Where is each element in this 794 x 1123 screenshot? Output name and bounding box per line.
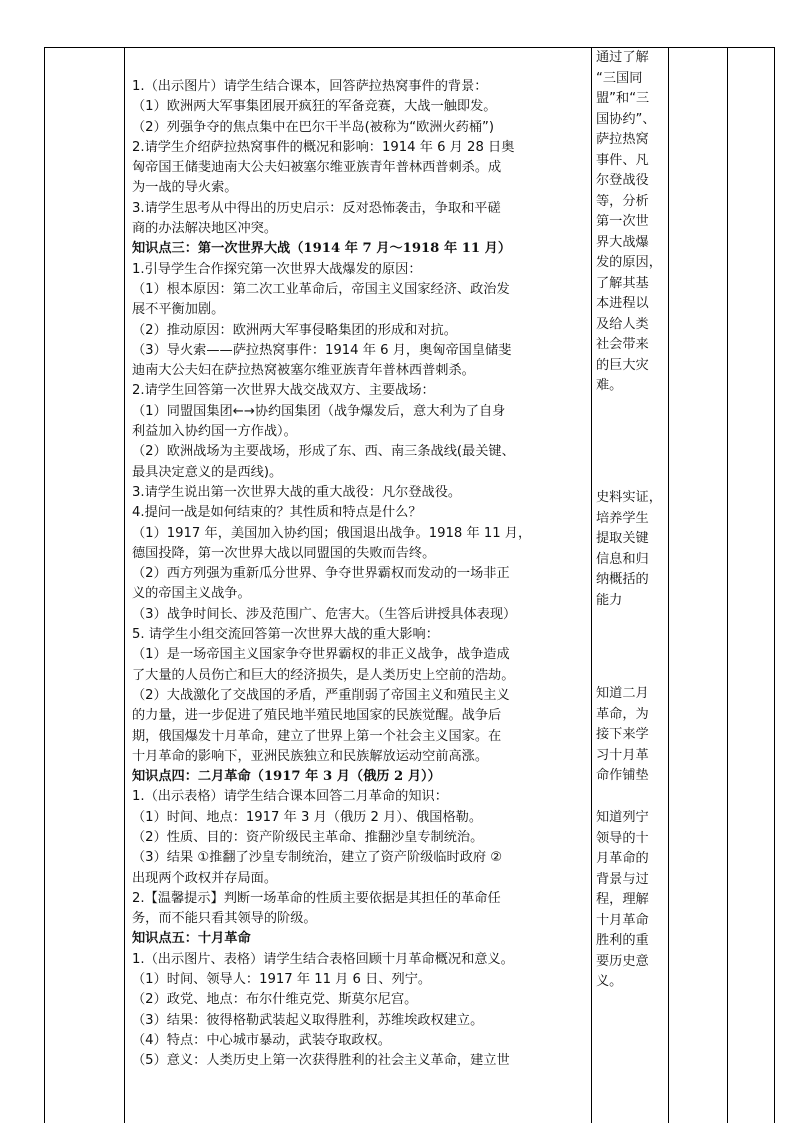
text-line: 1.引导学生合作探究第一次世界大战爆发的原因： [132,261,422,277]
column-divider [727,48,728,1123]
design-intent-line: 命作铺垫 [596,768,649,783]
text-line: 务，而不能只看其领导的阶级。 [132,911,317,927]
section-heading: 知识点三：第一次世界大战（1914 年 7 月～1918 年 11 月） [132,241,512,257]
design-intent-line: 发的原因， [596,255,662,270]
text-line: 匈帝国王储斐迪南大公夫妇被塞尔维亚族青年普林西普刺杀。成 [132,160,502,176]
text-line: 期，俄国爆发十月革命，建立了世界上第一个社会主义国家。在 [132,728,502,744]
design-intent-line: 及给人类 [596,316,649,332]
design-intent-line: 事件、凡 [596,152,649,168]
design-intent-line: 背景与过 [596,871,649,887]
text-line: 了大量的人员伤亡和巨大的经济损失，是人类历史上空前的浩劫。 [132,667,515,683]
text-line: （1）时间、地点：1917 年 3 月（俄历 2 月）、俄国格勒。 [132,809,483,825]
text-line: （2）列强争夺的焦点集中在巴尔干半岛(被称为“欧洲火药桶”) [132,119,495,135]
text-line: 2.请学生回答第一次世界大战交战双方、主要战场： [132,383,435,399]
design-intent-line: 义。 [596,974,623,989]
text-line: （3）战争时间长、涉及范围广、危害大。（生答后讲授具体表现） [132,606,517,622]
text-line: （2）推动原因：欧洲两大军事侵略集团的形成和对抗。 [132,322,457,338]
design-intent-line: 萨拉热窝 [596,132,649,147]
text-line: 德国投降，第一次世界大战以同盟国的失败而告终。 [132,545,436,561]
text-line: （2）政党、地点：布尔什维克党、斯莫尔尼宫。 [132,992,418,1008]
text-line: （1）根本原因：第二次工业革命后，帝国主义国家经济、政治发 [132,281,510,297]
design-intent-line: 月革命的 [596,851,649,866]
design-intent-line: 史料实证， [596,490,662,505]
design-intent-line: 知道二月 [596,686,649,701]
design-intent-line: 社会带来 [596,337,649,352]
text-line: （2）大战激化了交战国的矛盾，严重削弱了帝国主义和殖民主义 [132,687,510,703]
design-intent-block [596,488,668,611]
text-line: 2.请学生介绍萨拉热窝事件的概况和影响：1914 年 6 月 28 日奥 [132,139,515,155]
text-line: （2）性质、目的：资产阶级民主革命、推翻沙皇专制统治。 [132,829,484,845]
design-intent-line: 第一次世 [596,214,649,229]
text-line: （2）欧洲战场为主要战场，形成了东、西、南三条战线(最关键、 [132,444,515,460]
design-intent-line: 的巨大灾 [596,357,649,373]
text-line: 出现两个政权并存局面。 [132,870,278,886]
design-intent-line: 提取关键 [596,531,649,546]
design-intent-line: 本进程以 [596,296,649,311]
design-intent-line: 纳概括的 [596,572,649,587]
text-line: 商的办法解决地区冲突。 [132,221,278,237]
text-line: 4.提问一战是如何结束的？其性质和特点是什么？ [132,505,422,521]
design-intent-line: 习十月革 [596,747,649,763]
text-line: 展不平衡加剧。 [132,302,225,318]
text-line: 1.（出示表格）请学生结合课本回答二月革命的知识： [132,789,448,805]
design-intent-line: 要历史意 [596,953,649,969]
design-intent-line: 能力 [596,592,623,608]
text-line: 1.（出示图片、表格）请学生结合表格回顾十月革命概况和意义。 [132,951,514,967]
design-intent-line: 培养学生 [596,510,649,526]
text-line: （5）意义：人类历史上第一次获得胜利的社会主义革命，建立世 [132,1053,510,1069]
design-intent-line: 知道列宁 [596,810,649,825]
text-line: 利益加入协约国一方作战）。 [132,424,297,440]
design-intent-line: 通过了解 [596,50,649,65]
column-divider [124,48,125,1123]
text-line: 2.【温馨提示】判断一场革命的性质主要依据是其担任的革命任 [132,890,501,906]
text-line: （3）导火索——萨拉热窝事件：1914 年 6 月，奥匈帝国皇储斐 [132,342,512,358]
text-line: 5. 请学生小组交流回答第一次世界大战的重大影响： [132,627,439,643]
text-line: 十月革命的影响下，亚洲民族独立和民族解放运动空前高涨。 [132,748,489,764]
text-line: 义的帝国主义战争。 [132,586,251,602]
design-intent-line: 难。 [596,378,623,393]
column-divider [774,48,775,1123]
text-line: （1）时间、领导人：1917 年 11 月 6 日、列宁。 [132,972,432,988]
text-line: （3）结果：彼得格勒武装起义取得胜利，苏维埃政权建立。 [132,1012,484,1028]
text-line: （2）西方列强为重新瓜分世界、争夺世界霸权而发动的一场非正 [132,566,510,582]
design-intent-line: 十月革命 [596,912,649,928]
design-intent-line: 信息和归 [596,551,649,567]
section-heading: 知识点五：十月革命 [132,931,251,947]
text-line: 迪南大公夫妇在萨拉热窝被塞尔维亚族青年普林西普刺杀。 [132,363,475,379]
text-line: （1）同盟国集团←→协约国集团（战争爆发后，意大利为了自身 [132,403,506,419]
text-line: 1.（出示图片）请学生结合课本，回答萨拉热窝事件的背景： [132,79,488,94]
design-intent-line: 领导的十 [596,830,649,846]
text-line: 的力量，进一步促进了殖民地半殖民地国家的民族觉醒。战争后 [132,708,502,724]
design-intent-line: 革命，为 [596,706,649,722]
design-intent-line: 尔登战役 [596,173,649,188]
design-intent-line: 程，理解 [596,892,649,907]
column-divider [591,48,592,1123]
column-divider [668,48,669,1123]
design-intent-line: 国协约”、 [596,111,656,127]
section-heading: 知识点四：二月革命（1917 年 3 月（俄历 2 月）） [132,769,441,785]
design-intent-line: “三国同 [596,70,643,86]
text-line: 为一战的导火索。 [132,180,238,196]
design-intent-line: 接下来学 [596,727,649,742]
text-line: （1）是一场帝国主义国家争夺世界霸权的非正义战争，战争造成 [132,647,510,663]
design-intent-column [596,48,666,1108]
text-line: 3.请学生思考从中得出的历史启示：反对恐怖袭击，争取和平磋 [132,200,501,216]
text-line: 3.请学生说出第一次世界大战的重大战役：凡尔登战役。 [132,484,462,500]
design-intent-line: 界大战爆 [596,234,649,250]
text-line: 最具决定意义的是西线)。 [132,464,283,480]
teaching-process-text [132,77,588,1072]
design-intent-line: 胜利的重 [596,933,649,948]
design-intent-line: 盟”和“三 [596,91,650,106]
design-intent-line: 了解其基 [596,275,649,291]
text-line: （1）欧洲两大军事集团展开疯狂的军备竞赛，大战一触即发。 [132,99,497,115]
text-line: （1）1917 年，美国加入协约国；俄国退出战争。1918 年 11 月， [132,525,532,541]
design-intent-block [596,48,668,397]
text-line: （4）特点：中心城市暴动，武装夺取政权。 [132,1032,391,1048]
text-line: （3）结果 ①推翻了沙皇专制统治，建立了资产阶级临时政府 ② [132,850,503,866]
design-intent-line: 等，分析 [596,193,649,209]
design-intent-block [596,684,668,787]
design-intent-block [596,808,668,993]
